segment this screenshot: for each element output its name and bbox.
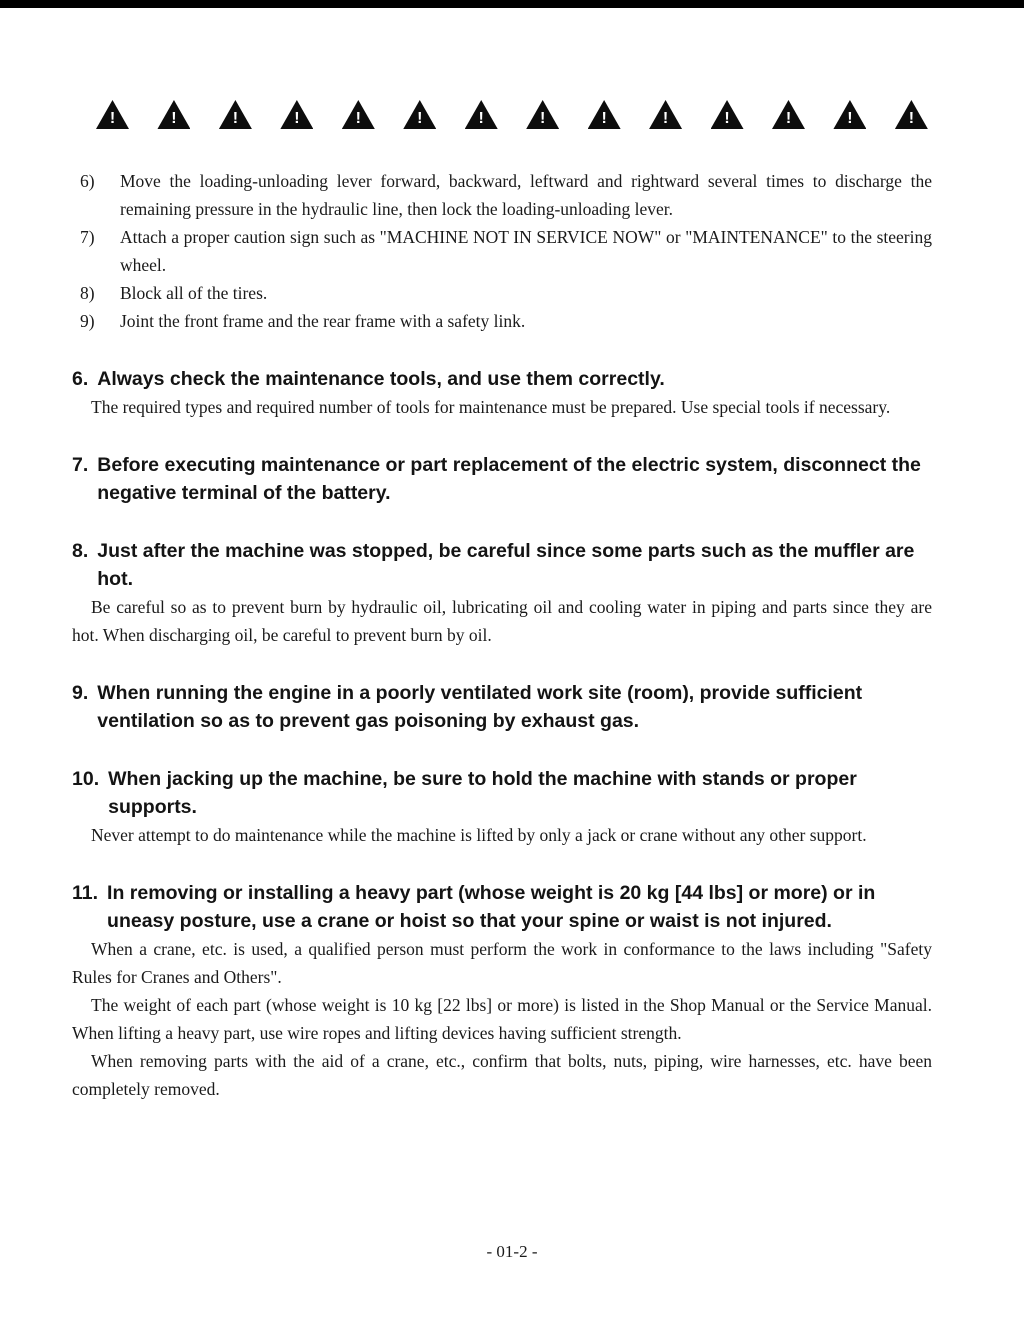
warning-triangle-icon xyxy=(96,100,129,129)
list-item-text: Move the loading-unloading lever forward, backward, leftward and rightward several times to discharge the remaining pressure in the hydraulic line, then lock the loading-unloading lever. xyxy=(120,171,932,219)
page-footer xyxy=(0,1240,1024,1264)
page-number: - 01-2 - xyxy=(486,1242,538,1261)
section-title: When running the engine in a poorly ventilated work site (room), provide sufficient ventilation so as to prevent gas poisoning by exhaust gas. xyxy=(97,682,863,732)
section-heading xyxy=(72,537,932,593)
section-6 xyxy=(72,365,932,421)
warning-triangle-icon xyxy=(772,100,805,129)
section-number: 11. xyxy=(72,882,99,904)
section-paragraph: Be careful so as to prevent burn by hydraulic oil, lubricating oil and cooling water in piping and parts since they are hot. When discharging oil, be careful to prevent burn by oil. xyxy=(72,597,932,645)
section-paragraph: When removing parts with the aid of a crane, etc., confirm that bolts, nuts, piping, wire harnesses, etc. have been completely removed. xyxy=(72,1051,932,1099)
warning-icons-row xyxy=(96,100,928,129)
warning-triangle-icon xyxy=(649,100,682,129)
section-number: 6. xyxy=(72,368,89,390)
section-paragraph: Never attempt to do maintenance while the machine is lifted by only a jack or crane without any other support. xyxy=(91,825,867,845)
page-content xyxy=(0,167,1024,1103)
section-title: Before executing maintenance or part replacement of the electric system, disconnect the negative terminal of the battery. xyxy=(97,454,921,504)
warning-triangle-icon xyxy=(403,100,436,129)
section-heading xyxy=(72,765,932,821)
warning-triangle-icon xyxy=(526,100,559,129)
scan-artifact-top-bar xyxy=(0,0,1024,8)
list-item-text: Block all of the tires. xyxy=(120,283,268,303)
section-paragraph: The weight of each part (whose weight is 10 kg [22 lbs] or more) is listed in the Shop Manual or the Service Manual. When lifting a heavy part, use wire ropes and lifting devices having sufficient strength. xyxy=(72,995,932,1043)
list-item xyxy=(80,279,932,307)
section-number: 8. xyxy=(72,540,89,562)
list-item-number: 7) xyxy=(80,227,95,247)
section-heading xyxy=(72,451,932,507)
section-number: 9. xyxy=(72,682,89,704)
list-item-number: 8) xyxy=(80,283,95,303)
list-item-number: 6) xyxy=(80,171,95,191)
numbered-list xyxy=(72,167,932,335)
warning-triangle-icon xyxy=(711,100,744,129)
section-title: Just after the machine was stopped, be careful since some parts such as the muffler are hot. xyxy=(97,540,915,590)
section-paragraph: When a crane, etc. is used, a qualified person must perform the work in conformance to the laws including "Safety Rules for Cranes and Others". xyxy=(72,939,932,987)
section-title: In removing or installing a heavy part (whose weight is 20 kg [44 lbs] or more) or in uneasy posture, use a crane or hoist so that your spine or waist is not injured. xyxy=(107,882,876,932)
list-item xyxy=(80,167,932,223)
section-heading xyxy=(72,679,932,735)
section-heading xyxy=(72,879,932,935)
section-paragraph: The required types and required number of tools for maintenance must be prepared. Use special tools if necessary. xyxy=(91,397,891,417)
section-11 xyxy=(72,879,932,1103)
section-9 xyxy=(72,679,932,735)
section-7 xyxy=(72,451,932,507)
warning-triangle-icon xyxy=(588,100,621,129)
warning-triangle-icon xyxy=(833,100,866,129)
warning-triangle-icon xyxy=(157,100,190,129)
warning-triangle-icon xyxy=(465,100,498,129)
warning-triangle-icon xyxy=(895,100,928,129)
warning-triangle-icon xyxy=(280,100,313,129)
list-item xyxy=(80,307,932,335)
list-item xyxy=(80,223,932,279)
section-number: 7. xyxy=(72,454,89,476)
section-8 xyxy=(72,537,932,649)
list-item-text: Attach a proper caution sign such as "MACHINE NOT IN SERVICE NOW" or "MAINTENANCE" to the steering wheel. xyxy=(120,227,932,275)
list-item-number: 9) xyxy=(80,311,95,331)
section-title: Always check the maintenance tools, and use them correctly. xyxy=(97,368,665,390)
section-heading xyxy=(72,365,932,393)
warning-triangle-icon xyxy=(219,100,252,129)
warning-triangle-icon xyxy=(342,100,375,129)
section-number: 10. xyxy=(72,768,100,790)
list-item-text: Joint the front frame and the rear frame with a safety link. xyxy=(120,311,526,331)
section-title: When jacking up the machine, be sure to hold the machine with stands or proper supports. xyxy=(108,768,857,818)
section-10 xyxy=(72,765,932,849)
